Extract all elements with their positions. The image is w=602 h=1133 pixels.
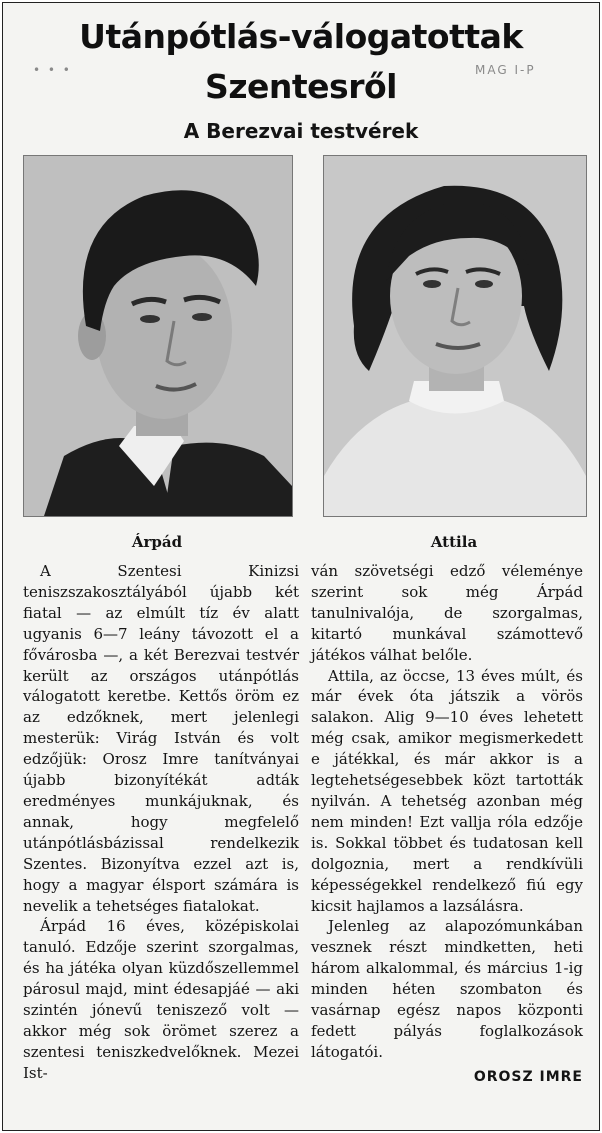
paragraph: Attila, az öccse, 13 éves múlt, és már évek óta játszik a vörös salakon. Alig 9—10 éves lehetett még csak, amikor megismerkedett e játékkal, és már akkor is a legtehetségesebbek közt tartották nyilván. A tehetség azonban még nem minden! Ezt vallja róla edzője is. Sokkal többet és tudatosan kell dolgoznia, mert a rendkívüli képességekkel rendelkező fiú egy kicsit hajlamos a lazsálásra. <box>311 666 583 915</box>
subheadline: A Berezvai testvérek <box>183 119 419 143</box>
paragraph: ván szövetségi edző véleménye szerint sok még Árpád tanulnivalója, de szorgalmas, kitartó munkával számottevő játékos válhat belőle. <box>311 562 583 664</box>
headline-line-1: Utánpótlás-válogatottak <box>79 17 523 56</box>
newspaper-clipping <box>2 2 600 1131</box>
column-right <box>311 561 583 1088</box>
faded-stamp-left: • • • <box>33 63 72 77</box>
paragraph: A Szentesi Kinizsi teniszszakosztályából újabb két fiatal — az elmúlt tíz év alatt ugyanis 6—7 leány távozott el a fővárosba —, a két Berezvai testvér került az országos utánpótlás válogatott keretbe. Kettős öröm ez az edzőknek, mert jelenlegi mesterük: Virág István és volt edzőjük: Orosz Imre tanítványai újabb bizonyítékát adták eredményes munkájuknak, és annak, hogy megfelelő utánpótlásbázissal rendelkezik Szentes. Bizonyítva ezzel azt is, hogy a magyar élsport számára is nevelik a tehetséges fiatalokat. <box>23 562 299 915</box>
portrait-arpad-image <box>24 156 292 516</box>
headline-line-2: Szentesről <box>205 67 397 106</box>
portrait-photo-arpad <box>23 155 293 517</box>
author-signature: OROSZ IMRE <box>473 1068 583 1085</box>
column-left <box>23 561 299 1084</box>
paragraph: Jelenleg az alapozómunkában vesznek részt mindketten, heti három alkalommal, és március 1-ig minden héten szombaton és vasárnap egész napos központi fedett pályás foglalkozások látogatói. <box>311 917 583 1061</box>
portrait-attila-image <box>324 156 586 516</box>
portrait-photo-attila <box>323 155 587 517</box>
caption-arpad: Árpád <box>131 533 183 551</box>
faded-stamp-right: MAG I-P <box>475 63 536 77</box>
paragraph: Árpád 16 éves, középiskolai tanuló. Edzője szerint szorgalmas, és ha játéka olyan küzdőszellemmel párosul majd, mint édesapjáé — aki szintén jónevű teniszező volt — akkor még sok örömet szerez a szentesi teniszkedvelőknek. Mezei Ist- <box>23 917 299 1082</box>
caption-attila: Attila <box>430 533 478 551</box>
